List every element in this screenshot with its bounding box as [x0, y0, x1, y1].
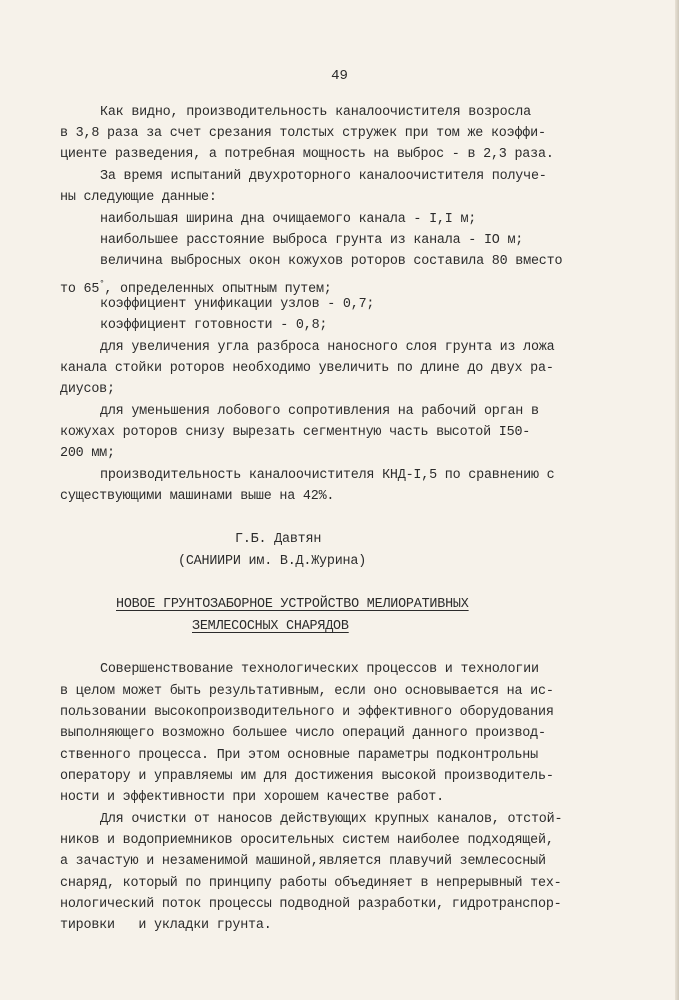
- text-line: канала стойки роторов необходимо увеличить по длине до двух ра-: [60, 361, 554, 376]
- body-line: в целом может быть результативным, если оно основывается на ис-: [60, 684, 554, 699]
- text-line: 200 мм;: [60, 446, 115, 461]
- text-line: циенте разведения, а потребная мощность на выброс - в 2,3 раза.: [60, 147, 554, 162]
- text-line: диусов;: [60, 382, 115, 397]
- text-fragment: , определенных опытным путем;: [104, 282, 332, 297]
- body-line: ности и эффективности при хорошем качестве работ.: [60, 790, 444, 805]
- text-line: кожухах роторов снизу вырезать сегментную часть высотой I50-: [60, 425, 531, 440]
- body-line: а зачастую и незаменимой машиной,является плавучий землесосный: [60, 854, 546, 869]
- text-line: коэффициент унификации узлов - 0,7;: [100, 297, 375, 312]
- body-line: тировки и укладки грунта.: [60, 918, 272, 933]
- text-line: За время испытаний двухроторного каналоочистителя получе-: [100, 169, 547, 184]
- text-line: в 3,8 раза за счет срезания толстых стружек при том же коэффи-: [60, 126, 546, 141]
- article-title-line-2: ЗЕМЛЕСОСНЫХ СНАРЯДОВ: [192, 619, 349, 634]
- text-line: существующими машинами выше на 42%.: [60, 489, 335, 504]
- page-edge-shadow: [675, 0, 679, 1000]
- degree-superscript: °: [99, 279, 105, 289]
- text-line: наибольшее расстояние выброса грунта из канала - IO м;: [100, 233, 524, 248]
- body-line: ников и водоприемников оросительных систем наиболее подходящей,: [60, 833, 554, 848]
- text-line: величина выбросных окон кожухов роторов составила 80 вместо: [100, 254, 563, 269]
- author-name: Г.Б. Давтян: [235, 532, 322, 547]
- body-line: ственного процесса. При этом основные параметры подконтрольны: [60, 748, 538, 763]
- text-line: Как видно, производительность каналоочистителя возросла: [100, 105, 531, 120]
- text-line: коэффициент готовности - 0,8;: [100, 318, 328, 333]
- text-line: для уменьшения лобового сопротивления на рабочий орган в: [100, 404, 539, 419]
- body-line: нологический поток процессы подводной разработки, гидротранспор-: [60, 897, 562, 912]
- body-line: Для очистки от наносов действующих крупных каналов, отстой-: [100, 812, 563, 827]
- body-line: оператору и управляемы им для достижения высокой производитель-: [60, 769, 554, 784]
- text-line: ны следующие данные:: [60, 190, 217, 205]
- body-line: снаряд, который по принципу работы объединяет в непрерывный тех-: [60, 876, 562, 891]
- body-line: Совершенствование технологических процессов и технологии: [100, 662, 539, 677]
- author-affiliation: (САНИИРИ им. В.Д.Журина): [178, 554, 367, 569]
- text-line: для увеличения угла разброса наносного слоя грунта из ложа: [100, 340, 555, 355]
- text-fragment: то 65: [60, 282, 100, 297]
- body-line: выполняющего возможно большее число операций данного производ-: [60, 726, 546, 741]
- text-line: наибольшая ширина дна очищаемого канала - I,I м;: [100, 212, 477, 227]
- article-title-line-1: НОВОЕ ГРУНТОЗАБОРНОЕ УСТРОЙСТВО МЕЛИОРАТИВНЫХ: [116, 597, 469, 612]
- page-number: 49: [331, 68, 348, 84]
- body-line: пользовании высокопроизводительного и эффективного оборудования: [60, 705, 554, 720]
- text-line: производительность каналоочистителя КНД-I,5 по сравнению с: [100, 468, 555, 483]
